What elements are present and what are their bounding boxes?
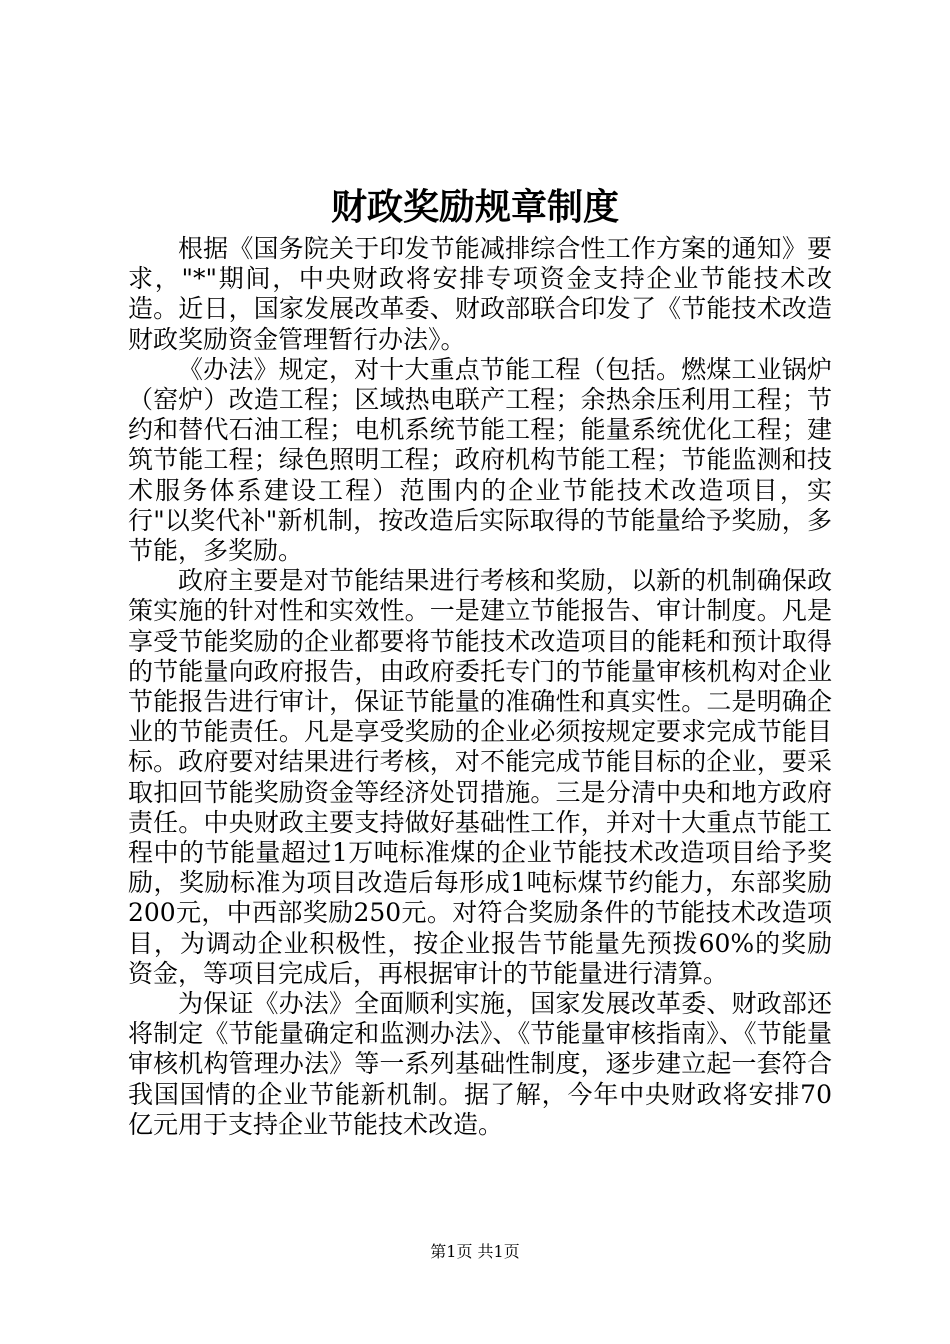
document-title: 财政奖励规章制度 bbox=[330, 186, 619, 228]
paragraph: 政府主要是对节能结果进行考核和奖励，以新的机制确保政策实施的针对性和实效性。一是建立节能报告、审计制度。凡是享受节能奖励的企业都要将节能技术改造项目的能耗和预计取得的节能量向政府报告，由政府委托专门的节能量审核机构对企业节能报告进行审计，保证节能量的准确性和真实性。二是明确企业的节能责任。凡是享受奖励的企业必须按规定要求完成节能目标。政府要对结果进行考核，对不能完成节能目标的企业，要采取扣回节能奖励资金等经济处罚措施。三是分清中央和地方政府责任。中央财政主要支持做好基础性工作，并对十大重点节能工程中的节能量超过1万吨标准煤的企业节能技术改造项目给予奖励，奖励标准为项目改造后每形成1吨标煤节约能力，东部奖励200元，中西部奖励250元。对符合奖励条件的节能技术改造项目，为调动企业积极性，按企业报告节能量先预拨60%的奖励资金，等项目完成后，再根据审计的节能量进行清算。 bbox=[128, 566, 832, 988]
paragraph: 根据《国务院关于印发节能减排综合性工作方案的通知》要求，"*"期间，中央财政将安排专项资金支持企业节能技术改造。近日，国家发展改革委、财政部联合印发了《节能技术改造财政奖励资金管理暂行办法》。 bbox=[128, 234, 832, 354]
paragraph: 为保证《办法》全面顺利实施，国家发展改革委、财政部还将制定《节能量确定和监测办法》、《节能量审核指南》、《节能量审核机构管理办法》等一系列基础性制度，逐步建立起一套符合我国国情的企业节能新机制。据了解，今年中央财政将安排70亿元用于支持企业节能技术改造。 bbox=[128, 989, 832, 1139]
paragraph: 《办法》规定，对十大重点节能工程（包括。燃煤工业锅炉（窑炉）改造工程；区域热电联产工程；余热余压利用工程；节约和替代石油工程；电机系统节能工程；能量系统优化工程；建筑节能工程；绿色照明工程；政府机构节能工程；节能监测和技术服务体系建设工程）范围内的企业节能技术改造项目，实行"以奖代补"新机制，按改造后实际取得的节能量给予奖励，多节能，多奖励。 bbox=[128, 354, 832, 566]
document-body bbox=[128, 234, 832, 1140]
page-footer: 第1页 共1页 bbox=[430, 1242, 520, 1261]
